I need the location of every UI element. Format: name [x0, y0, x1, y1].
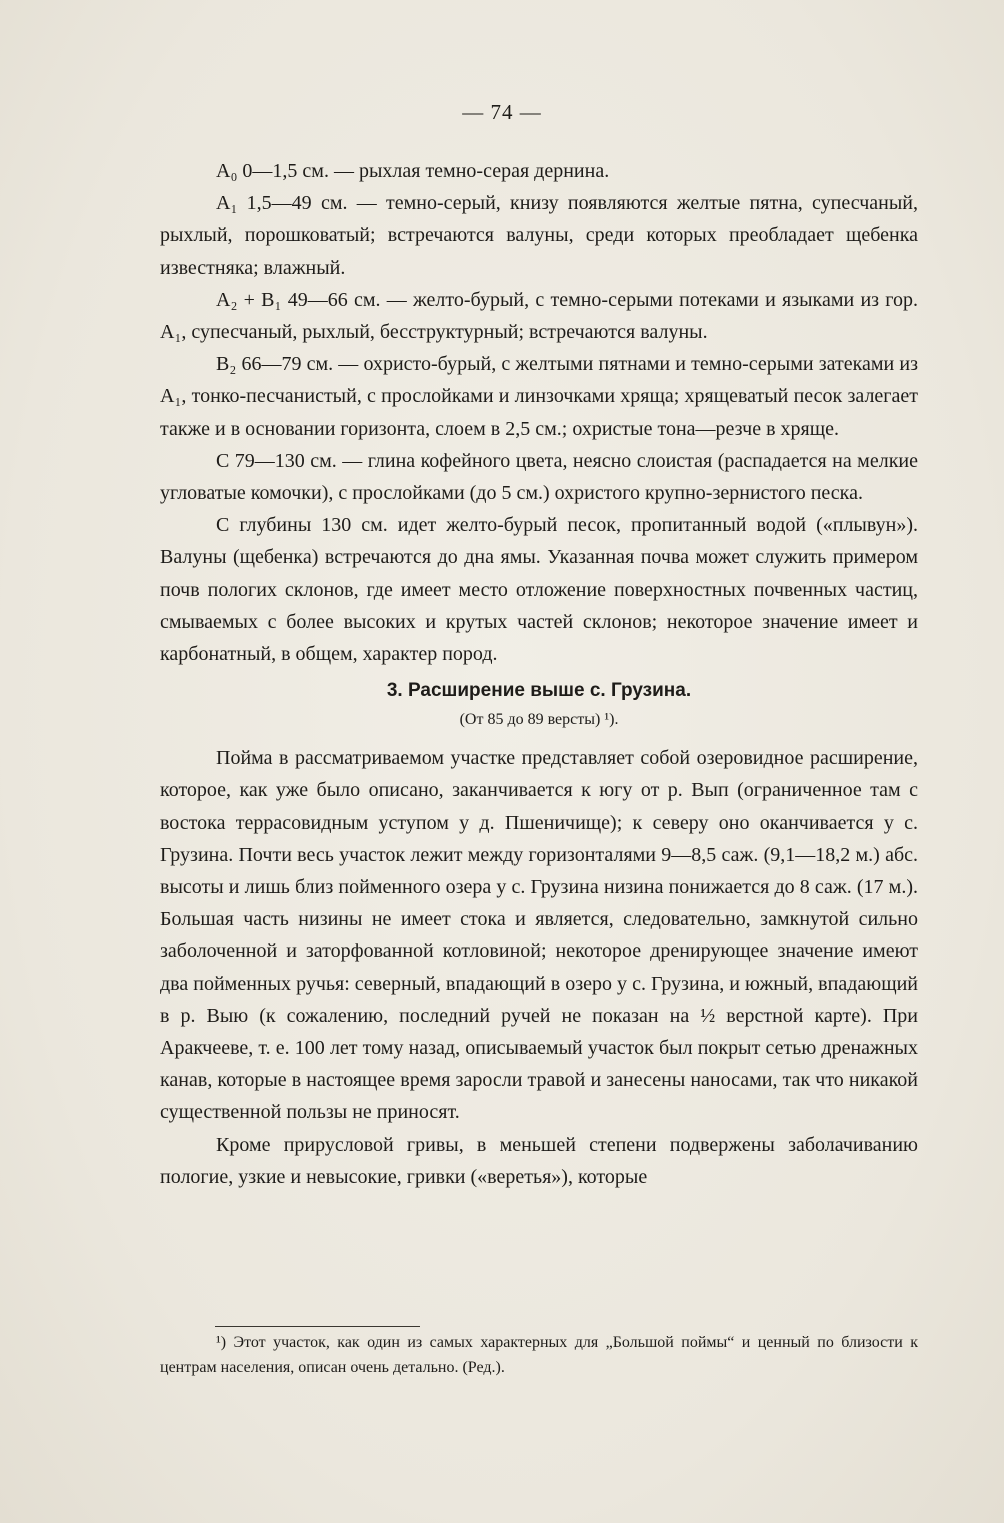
- footnote-divider: [215, 1326, 420, 1327]
- floodplain-paragraph: Пойма в рассматриваемом участке представляет собой озеровидное расширение, которое, как уже было описано, заканчивается к югу от р. Вып (ограниченное там с востока террасовидным уступом у д. Пшеничище); к северу оно оканчивается у с. Грузина. Почти весь участок лежит между горизонталями 9—8,5 саж. (9,1—18,2 м.) абс. высоты и лишь близ пойменного озера у с. Грузина низина понижается до 8 саж. (17 м.). Большая часть низины не имеет стока и является, следовательно, замкнутой сильно заболоченной и заторфованной котловиной; некоторое дренирующее значение имеют два пойменных ручья: северный, впадающий в озеро у с. Грузина, и южный, впадающий в р. Выю (к сожалению, последний ручей не показан на ½ верстной карте). При Аракчееве, т. е. 100 лет тому назад, описываемый участок был покрыт сетью дренажных канав, которые в настоящее время заросли травой и занесены наносами, так что никакой существенной пользы не приносят.: [160, 747, 918, 1124]
- horizon-a1-paragraph: A₁ 1,5—49 см. — темно-серый, книзу появляются желтые пятна, супесчаный, рыхлый, порошковатый; встречаются валуны, среди которых преобладает щебенка известняка; влажный.: [160, 192, 918, 279]
- section-subheading: (От 85 до 89 версты) ¹).: [459, 711, 619, 729]
- horizon-b2-paragraph: B₂ 66—79 см. — охристо-бурый, с желтыми пятнами и темно-серыми затеками из A₁, тонко-песчанистый, с прослойками и линзочками хряща; хрящеватый песок залегает также и в основании горизонта, слоем в 2,5 см.; охристые тона—резче в хряще.: [160, 353, 918, 440]
- horizon-a2b1-paragraph: A₂ + B₁ 49—66 см. — желто-бурый, с темно-серыми потеками и языками из гор. A₁, супесчаный, рыхлый, бесструктурный; встречаются валуны.: [160, 288, 918, 344]
- horizon-a0-paragraph: A₀ 0—1,5 см. — рыхлая темно-серая дернина.: [216, 160, 610, 182]
- body-text: [160, 155, 918, 1193]
- footnote: [160, 1330, 918, 1380]
- page-number: — 74 —: [462, 100, 542, 124]
- ridges-paragraph: Кроме прирусловой гривы, в меньшей степени подвержены заболачиванию пологие, узкие и невысокие, гривки («веретья»), которые: [160, 1133, 918, 1188]
- section-heading: 3. Расширение выше с. Грузина.: [386, 680, 692, 702]
- footnote-text: ¹) Этот участок, как один из самых характерных для „Большой поймы“ и ценный по близости к центрам населения, описан очень детально. (Ред.).: [160, 1334, 918, 1376]
- depth-130-paragraph: С глубины 130 см. идет желто-бурый песок, пропитанный водой («плывун»). Валуны (щебенка) встречаются до дна ямы. Указанная почва может служить примером почв пологих склонов, где имеет место отложение поверхностных почвенных частиц, смываемых с более высоких и крутых частей склонов; некоторое значение имеет и карбонатный, в общем, характер пород.: [160, 514, 918, 666]
- horizon-c-paragraph: C 79—130 см. — глина кофейного цвета, неясно слоистая (распадается на мелкие угловатые комочки), с прослойками (до 5 см.) охристого крупно-зернистого песка.: [160, 449, 918, 505]
